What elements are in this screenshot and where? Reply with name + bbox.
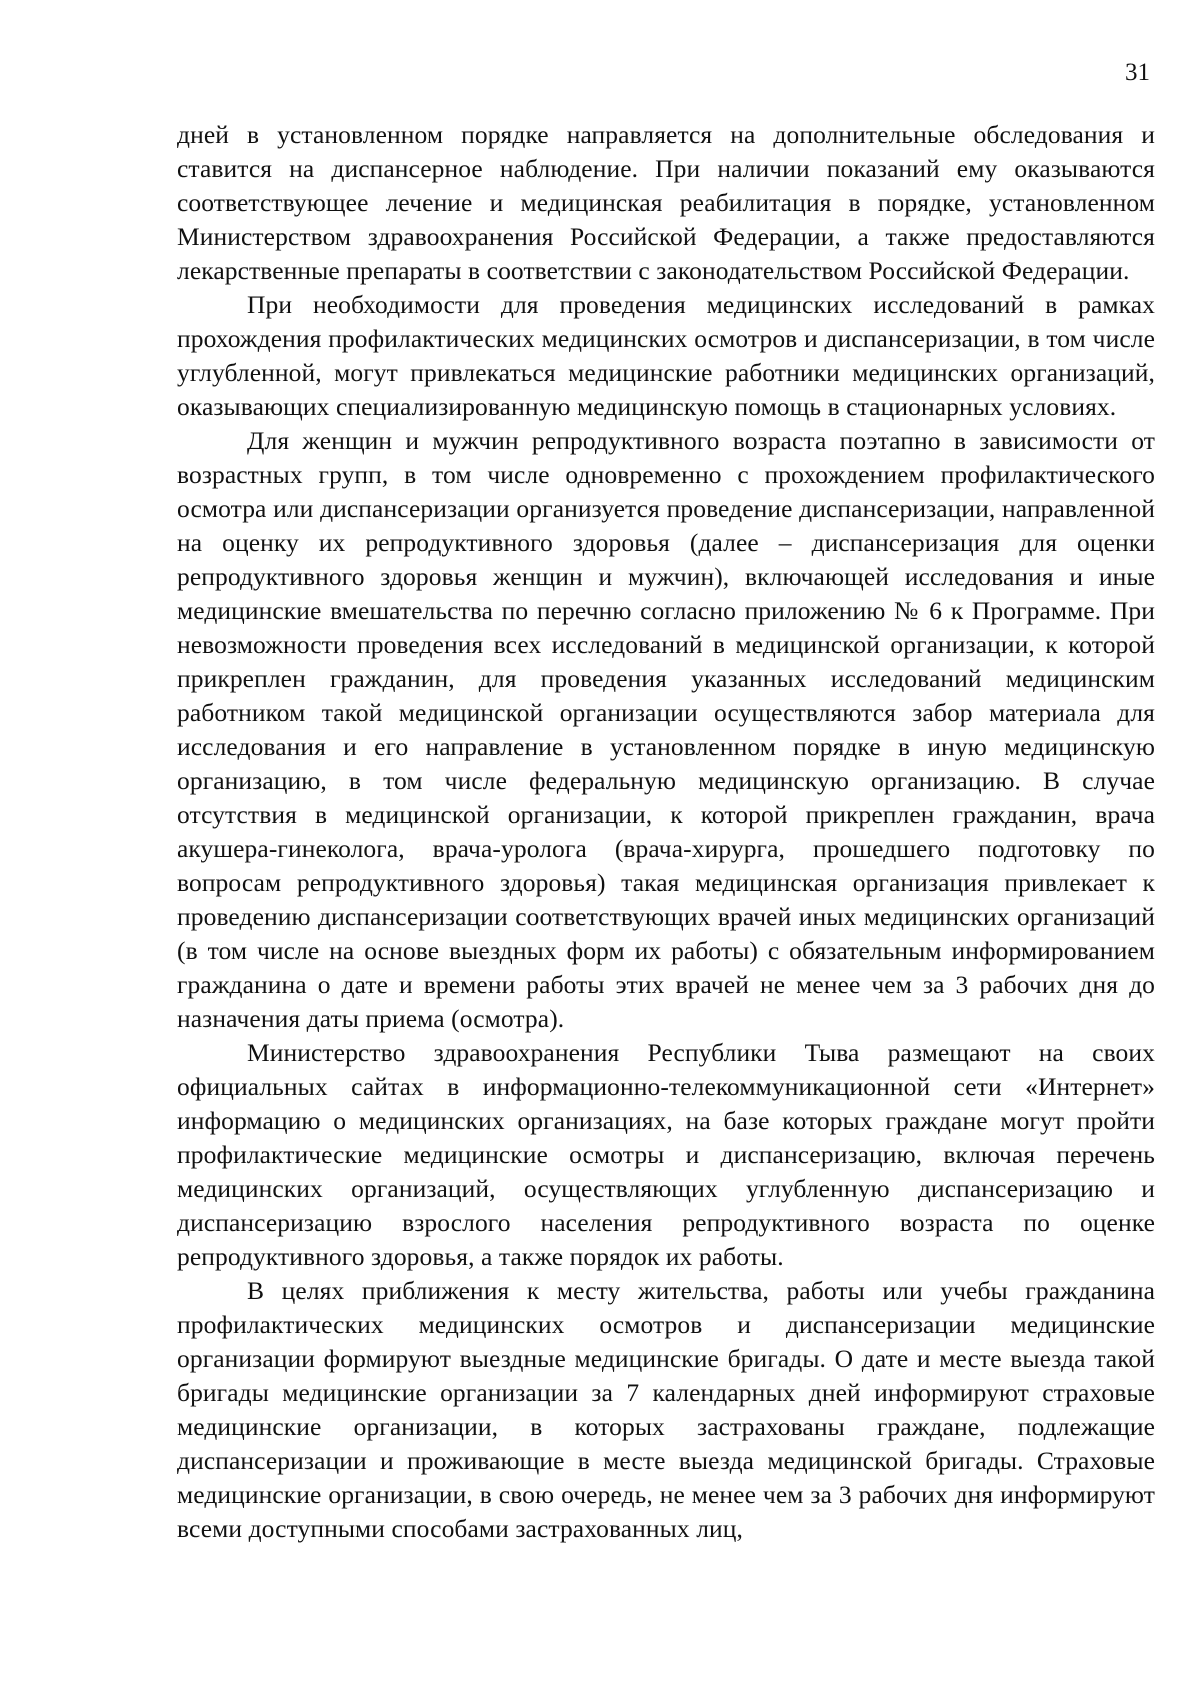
- paragraph-mobile-teams: В целях приближения к месту жительства, работы или учебы гражданина профилактических медицинских осмотров и диспансеризации медицинские организации формируют выездные медицинские бригады. О дате и месте выезда такой бригады медицинские организации за 7 календарных дней информируют страховые медицинские организации, в которых застрахованы граждане, подлежащие диспансеризации и проживающие в месте выезда медицинской бригады. Страховые медицинские организации, в свою очередь, не менее чем за 3 рабочих дня информируют всеми доступными способами застрахованных лиц,: [177, 1276, 1155, 1543]
- paragraph-reproductive-health: Для женщин и мужчин репродуктивного возраста поэтапно в зависимости от возрастных групп, в том числе одновременно с прохождением профилактического осмотра или диспансеризации организуется проведение диспансеризации, направленной на оценку их репродуктивного здоровья (далее – диспансеризация для оценки репродуктивного здоровья женщин и мужчин), включающей исследования и иные медицинские вмешательства по перечню согласно приложению № 6 к Программе. При невозможности проведения всех исследований в медицинской организации, к которой прикреплен гражданин, для проведения указанных исследований медицинским работником такой медицинской организации осуществляются забор материала для исследования и его направление в установленном порядке в иную медицинскую организацию, в том числе федеральную медицинскую организацию. В случае отсутствия в медицинской организации, к которой прикреплен гражданин, врача акушера-гинеколога, врача-уролога (врача-хирурга, прошедшего подготовку по вопросам репродуктивного здоровья) такая медицинская организация привлекает к проведению диспансеризации соответствующих врачей иных медицинских организаций (в том числе на основе выездных форм их работы) с обязательным информированием гражданина о дате и времени работы этих врачей не менее чем за 3 рабочих дня до назначения даты приема (осмотра).: [177, 426, 1155, 1033]
- paragraph-ministry-websites: Министерство здравоохранения Республики Тыва размещают на своих официальных сайтах в информационно-телекоммуникационной сети «Интернет» информацию о медицинских организациях, на базе которых граждане могут пройти профилактические медицинские осмотры и диспансеризацию, включая перечень медицинских организаций, осуществляющих углубленную диспансеризацию и диспансеризацию взрослого населения репродуктивного возраста по оценке репродуктивного здоровья, а также порядок их работы.: [177, 1038, 1155, 1271]
- page-number: 31: [1125, 59, 1150, 86]
- paragraph-specialists: При необходимости для проведения медицинских исследований в рамках прохождения профилактических медицинских осмотров и диспансеризации, в том числе углубленной, могут привлекаться медицинские работники медицинских организаций, оказывающих специализированную медицинскую помощь в стационарных условиях.: [177, 290, 1155, 421]
- document-body: [177, 118, 1155, 1546]
- paragraph-continuation: дней в установленном порядке направляется на дополнительные обследования и ставится на диспансерное наблюдение. При наличии показаний ему оказываются соответствующее лечение и медицинская реабилитация в порядке, установленном Министерством здравоохранения Российской Федерации, а также предоставляются лекарственные препараты в соответствии с законодательством Российской Федерации.: [177, 120, 1155, 285]
